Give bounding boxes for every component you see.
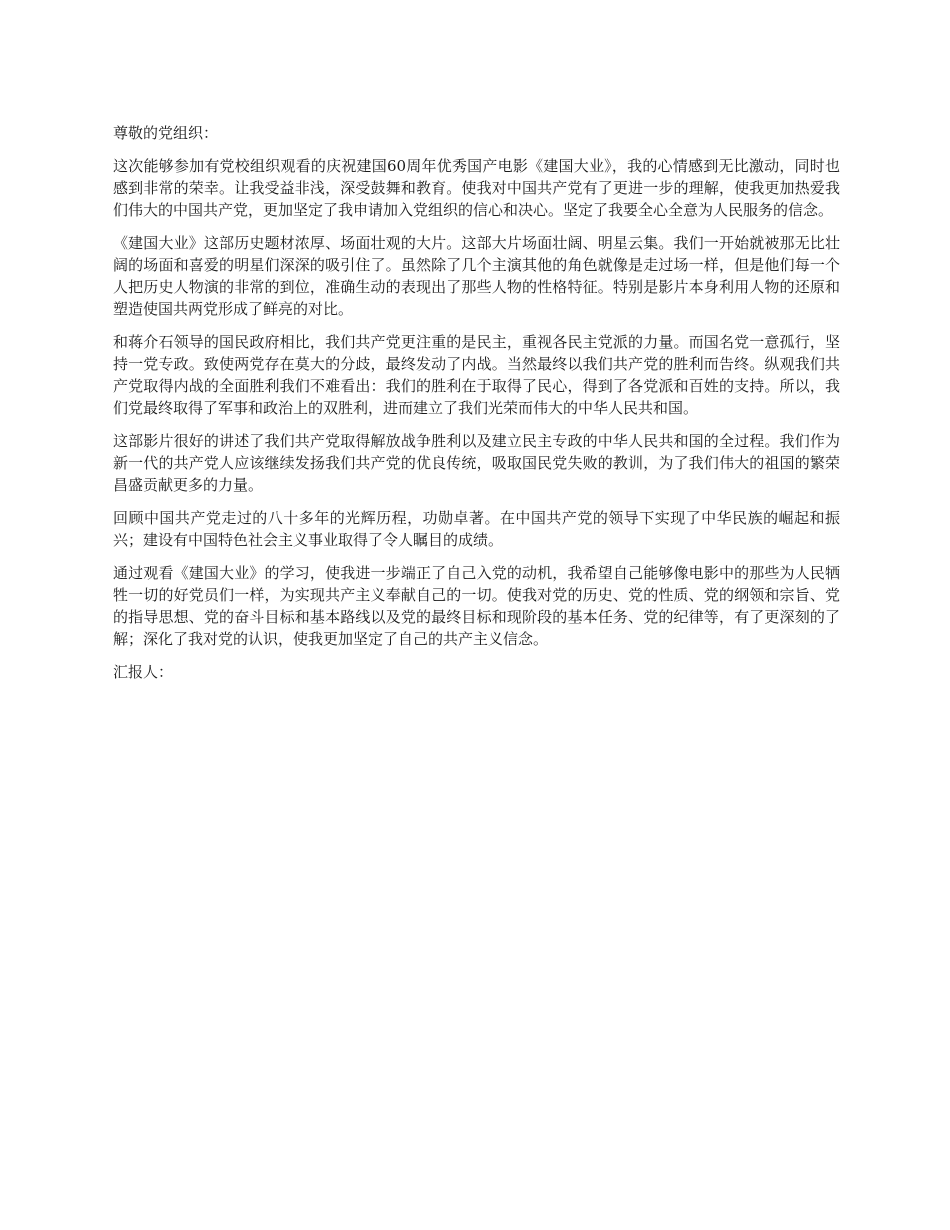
paragraph-4: 这部影片很好的讲述了我们共产党取得解放战争胜利以及建立民主专政的中华人民共和国的全过程。我们作为新一代的共产党人应该继续发扬我们共产党的优良传统，吸取国民党失败的教训，为了我们伟大的祖国的繁荣昌盛贡献更多的力量。 [113,432,840,494]
paragraph-1: 这次能够参加有党校组织观看的庆祝建国60周年优秀国产电影《建国大业》，我的心情感到无比激动，同时也感到非常的荣幸。让我受益非浅，深受鼓舞和教育。使我对中国共产党有了更进一步的理解，使我更加热爱我们伟大的中国共产党，更加坚定了我申请加入党组织的信心和决心。坚定了我要全心全意为人民服务的信念。 [113,157,840,219]
paragraph-5: 回顾中国共产党走过的八十多年的光辉历程，功勋卓著。在中国共产党的领导下实现了中华民族的崛起和振兴；建设有中国特色社会主义事业取得了令人瞩目的成绩。 [113,509,840,549]
paragraph-3: 和蒋介石领导的国民政府相比，我们共产党更注重的是民主，重视各民主党派的力量。而国名党一意孤行，坚持一党专政。致使两党存在莫大的分歧，最终发动了内战。当然最终以我们共产党的胜利而告终。纵观我们共产党取得内战的全面胜利我们不难看出：我们的胜利在于取得了民心，得到了各党派和百姓的支持。所以，我们党最终取得了军事和政治上的双胜利，进而建立了我们光荣而伟大的中华人民共和国。 [113,333,840,417]
signature-label: 汇报人： [113,663,174,681]
paragraph-2: 《建国大业》这部历史题材浓厚、场面壮观的大片。这部大片场面壮阔、明星云集。我们一开始就被那无比壮阔的场面和喜爱的明星们深深的吸引住了。虽然除了几个主演其他的角色就像是走过场一样，但是他们每一个人把历史人物演的非常的到位，准确生动的表现出了那些人物的性格特征。特别是影片本身利用人物的还原和塑造使国共两党形成了鲜亮的对比。 [113,234,840,318]
salutation: 尊敬的党组织： [113,124,219,142]
letter-body [113,122,840,694]
paragraph-6: 通过观看《建国大业》的学习，使我进一步端正了自己入党的动机，我希望自己能够像电影中的那些为人民牺牲一切的好党员们一样，为实现共产主义奉献自己的一切。使我对党的历史、党的性质、党的纲领和宗旨、党的指导思想、党的奋斗目标和基本路线以及党的最终目标和现阶段的基本任务、党的纪律等，有了更深刻的了解；深化了我对党的认识，使我更加坚定了自己的共产主义信念。 [113,564,840,648]
